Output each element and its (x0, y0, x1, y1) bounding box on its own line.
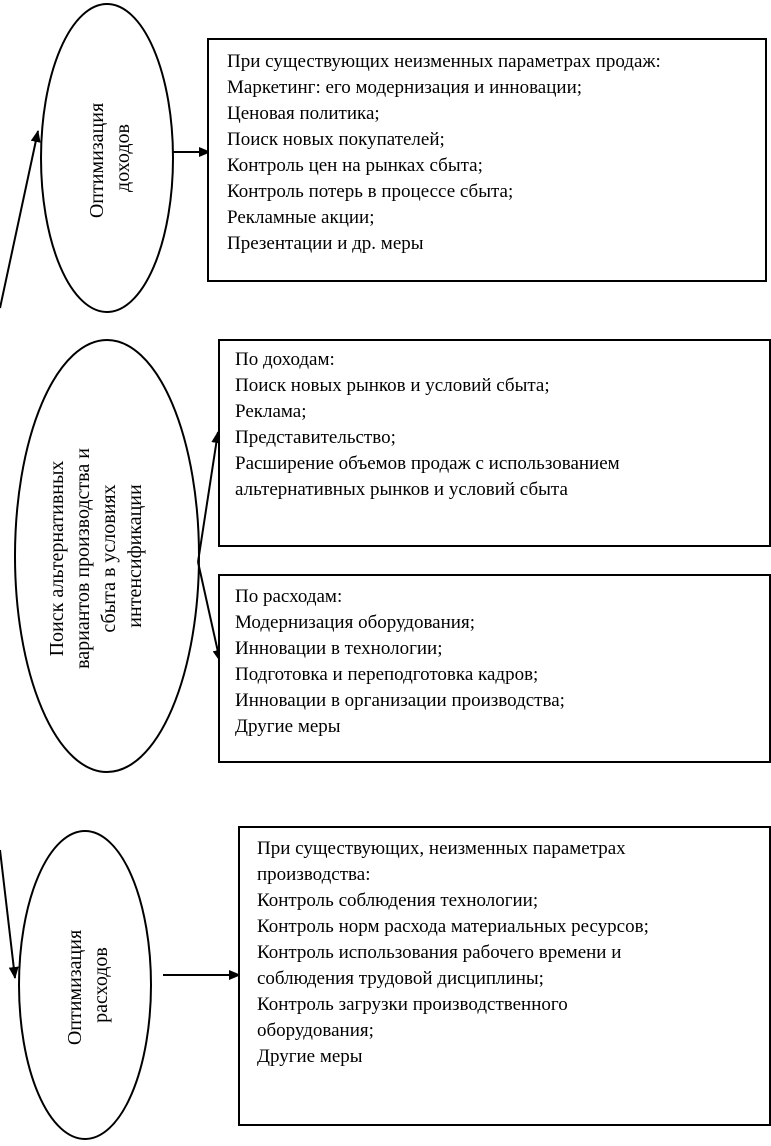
ellipse-alternative-label-3: сбыта в условиях (98, 484, 120, 633)
box-income-measures (207, 38, 767, 282)
ellipse-income-optimization (41, 4, 173, 312)
ellipse-alternative-label-2: вариантов производства и (72, 448, 94, 669)
box-alt-expense-line-4: Подготовка и переподготовка кадров; (235, 664, 539, 685)
box-expense-measures (238, 826, 771, 1126)
box-alt-income-line-4: Представительство; (235, 427, 396, 448)
box-expense-line-4: Контроль норм расхода материальных ресурсов; (257, 916, 649, 937)
box-income-line-5: Контроль цен на рынках сбыта; (227, 155, 483, 176)
box-alt-income-line-6: альтернативных рынков и условий сбыта (235, 479, 568, 500)
box-alt-expense-line-1: По расходам: (235, 586, 343, 607)
box-expense-line-9: Другие меры (257, 1046, 363, 1067)
arrow-to-income-ellipse (0, 131, 38, 308)
box-expense-line-8: оборудования; (257, 1020, 374, 1041)
box-income-line-1: При существующих неизменных параметрах продаж: (227, 51, 661, 72)
box-expense-line-5: Контроль использования рабочего времени и (257, 942, 622, 963)
box-alt-expense-line-3: Инновации в технологии; (235, 638, 443, 659)
arrow-alt-to-expense-box (198, 562, 220, 661)
ellipse-alternative-label-1: Поиск альтернативных (46, 460, 68, 657)
ellipse-expense-label-1: Оптимизация (64, 929, 86, 1046)
box-alt-income-line-3: Реклама; (235, 401, 307, 422)
arrow-alt-to-income-box (198, 432, 218, 562)
box-alt-income-line-1: По доходам: (235, 349, 335, 370)
box-alternative-income (218, 339, 771, 547)
box-income-line-7: Рекламные акции; (227, 207, 375, 228)
box-alternative-expense (218, 574, 771, 763)
ellipse-alternative-label-4: интенсификации (124, 484, 146, 628)
box-income-line-6: Контроль потерь в процессе сбыта; (227, 181, 514, 202)
box-income-line-4: Поиск новых покупателей; (227, 129, 445, 150)
box-alt-expense-line-6: Другие меры (235, 716, 341, 737)
box-alt-expense-line-5: Инновации в организации производства; (235, 690, 565, 711)
box-income-line-3: Ценовая политика; (227, 103, 380, 124)
box-expense-line-7: Контроль загрузки производственного (257, 994, 568, 1015)
ellipse-alternative-search (15, 340, 199, 772)
box-alt-expense-line-2: Модернизация оборудования; (235, 612, 475, 633)
box-income-line-2: Маркетинг: его модернизация и инновации; (227, 77, 583, 98)
ellipse-income-label-2: доходов (112, 124, 134, 192)
box-expense-line-1: При существующих, неизменных параметрах (257, 838, 626, 859)
box-expense-line-2: производства: (257, 864, 371, 885)
box-expense-line-3: Контроль соблюдения технологии; (257, 890, 539, 911)
ellipse-expense-optimization (19, 831, 151, 1139)
box-alt-income-line-2: Поиск новых рынков и условий сбыта; (235, 375, 550, 396)
ellipse-expense-label-2: расходов (90, 947, 112, 1023)
box-income-line-8: Презентации и др. меры (227, 233, 424, 254)
box-alt-income-line-5: Расширение объемов продаж с использованием (235, 453, 620, 474)
arrow-to-expense-ellipse (0, 850, 15, 978)
box-expense-line-6: соблюдения трудовой дисциплины; (257, 968, 544, 989)
ellipse-income-label-1: Оптимизация (86, 102, 108, 219)
